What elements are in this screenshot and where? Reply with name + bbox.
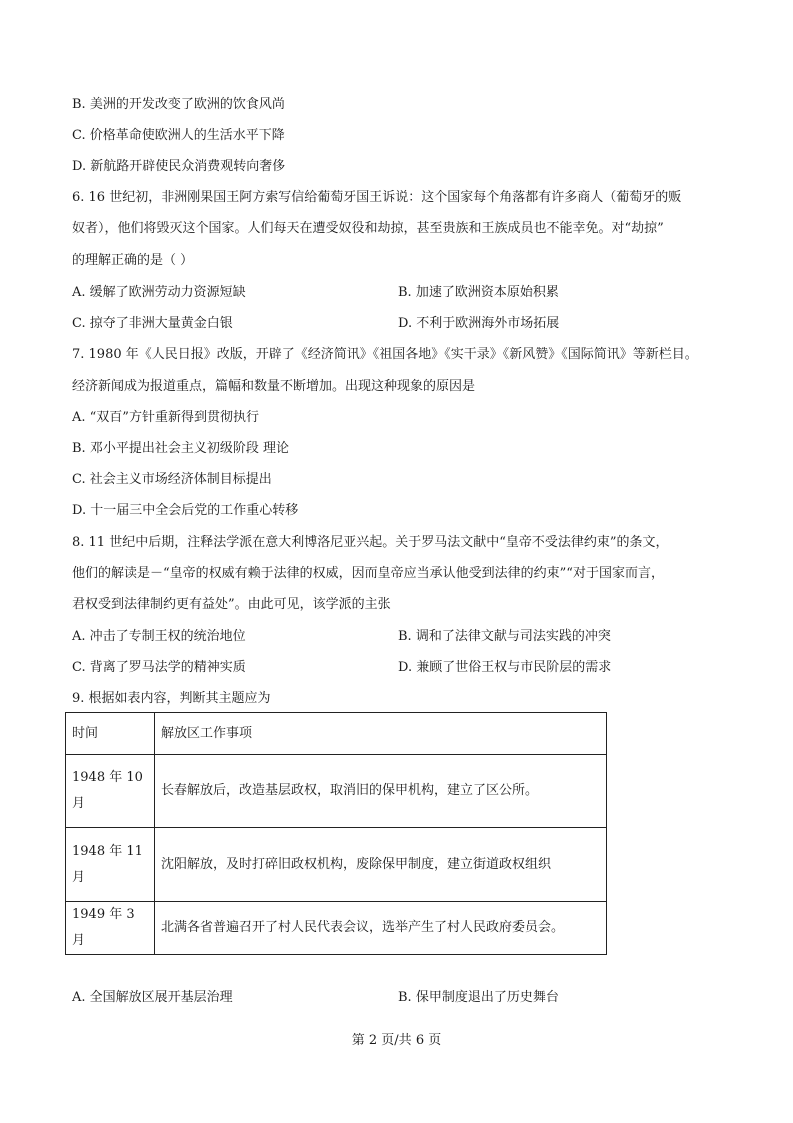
table-cell-time-line-1: 1948 年 11 xyxy=(72,843,143,859)
option-7a: A. “双百”方针重新得到贯彻执行 xyxy=(72,410,259,425)
option-7b: B. 邓小平提出社会主义初级阶段 理论 xyxy=(72,441,289,456)
option-9a: A. 全国解放区展开基层治理 xyxy=(72,990,233,1005)
option-5c: C. 价格革命使欧洲人的生活水平下降 xyxy=(72,128,285,143)
page-number-footer: 第 2 页/共 6 页 xyxy=(351,1033,442,1048)
table-cell-time xyxy=(66,755,155,828)
question-9-stem: 9. 根据如表内容，判断其主题应为 xyxy=(72,691,271,706)
question-6-stem-line-3: 的理解正确的是（ ） xyxy=(72,253,194,268)
table-row xyxy=(66,755,607,828)
question-7-stem-line-1: 7. 1980 年《人民日报》改版，开辟了《经济简讯》《祖国各地》《实干录》《新风赞》《国际简讯》等新栏目。 xyxy=(72,347,698,362)
option-8b: B. 调和了法律文献与司法实践的冲突 xyxy=(398,629,611,644)
option-5d: D. 新航路开辟使民众消费观转向奢侈 xyxy=(72,159,286,174)
question-7-stem-line-2: 经济新闻成为报道重点，篇幅和数量不断增加。出现这种现象的原因是 xyxy=(72,379,476,394)
table-cell-time: 1949 年 3 月 xyxy=(66,902,155,955)
table-cell-time-line-2: 月 xyxy=(72,869,86,885)
table-header-row xyxy=(66,713,607,755)
option-6a: A. 缓解了欧洲劳动力资源短缺 xyxy=(72,285,246,300)
question-8-stem-line-2: 他们的解读是－“皇帝的权威有赖于法律的权威，因而皇帝应当承认他受到法律的约束”“对于国家而言， xyxy=(72,566,664,581)
option-7c: C. 社会主义市场经济体制目标提出 xyxy=(72,472,272,487)
option-6b: B. 加速了欧洲资本原始积累 xyxy=(398,285,559,300)
question-8-stem-line-1: 8. 11 世纪中后期，注释法学派在意大利博洛尼亚兴起。关于罗马法文献中“皇帝不受法律约束”的条文， xyxy=(72,535,669,550)
question-9-table xyxy=(65,712,607,955)
table-cell-time-line-1: 1948 年 10 xyxy=(72,770,143,785)
option-8a: A. 冲击了专制王权的统治地位 xyxy=(72,629,246,644)
option-6c: C. 掠夺了非洲大量黄金白银 xyxy=(72,316,233,331)
table-cell-item: 长春解放后，改造基层政权，取消旧的保甲机构，建立了区公所。 xyxy=(155,755,607,828)
question-6-stem-line-2: 奴者），他们将毁灭这个国家。人们每天在遭受奴役和劫掠，甚至贵族和王族成员也不能幸免。对“劫掠” xyxy=(72,221,664,236)
table-header-time: 时间 xyxy=(66,713,155,755)
option-9b: B. 保甲制度退出了历史舞台 xyxy=(398,990,559,1005)
table-cell-time xyxy=(66,828,155,902)
table-header-item: 解放区工作事项 xyxy=(155,713,607,755)
option-8c: C. 背离了罗马法学的精神实质 xyxy=(72,660,246,675)
option-6d: D. 不利于欧洲海外市场拓展 xyxy=(398,316,560,331)
option-5b: B. 美洲的开发改变了欧洲的饮食风尚 xyxy=(72,97,285,112)
table-cell-time-line-2: 月 xyxy=(72,796,86,811)
table-row xyxy=(66,902,607,955)
table-row xyxy=(66,828,607,902)
table-cell-item: 沈阳解放，及时打碎旧政权机构，废除保甲制度，建立街道政权组织 xyxy=(155,828,607,902)
table-cell-item: 北满各省普遍召开了村人民代表会议，选举产生了村人民政府委员会。 xyxy=(155,902,607,955)
question-8-stem-line-3: 君权受到法律制约更有益处”。由此可见，该学派的主张 xyxy=(72,597,391,612)
question-6-stem-line-1: 6. 16 世纪初，非洲刚果国王阿方索写信给葡萄牙国王诉说：这个国家每个角落都有许多商人（葡萄牙的贩 xyxy=(72,190,682,205)
option-7d: D. 十一届三中全会后党的工作重心转移 xyxy=(72,503,299,518)
option-8d: D. 兼顾了世俗王权与市民阶层的需求 xyxy=(398,660,612,675)
